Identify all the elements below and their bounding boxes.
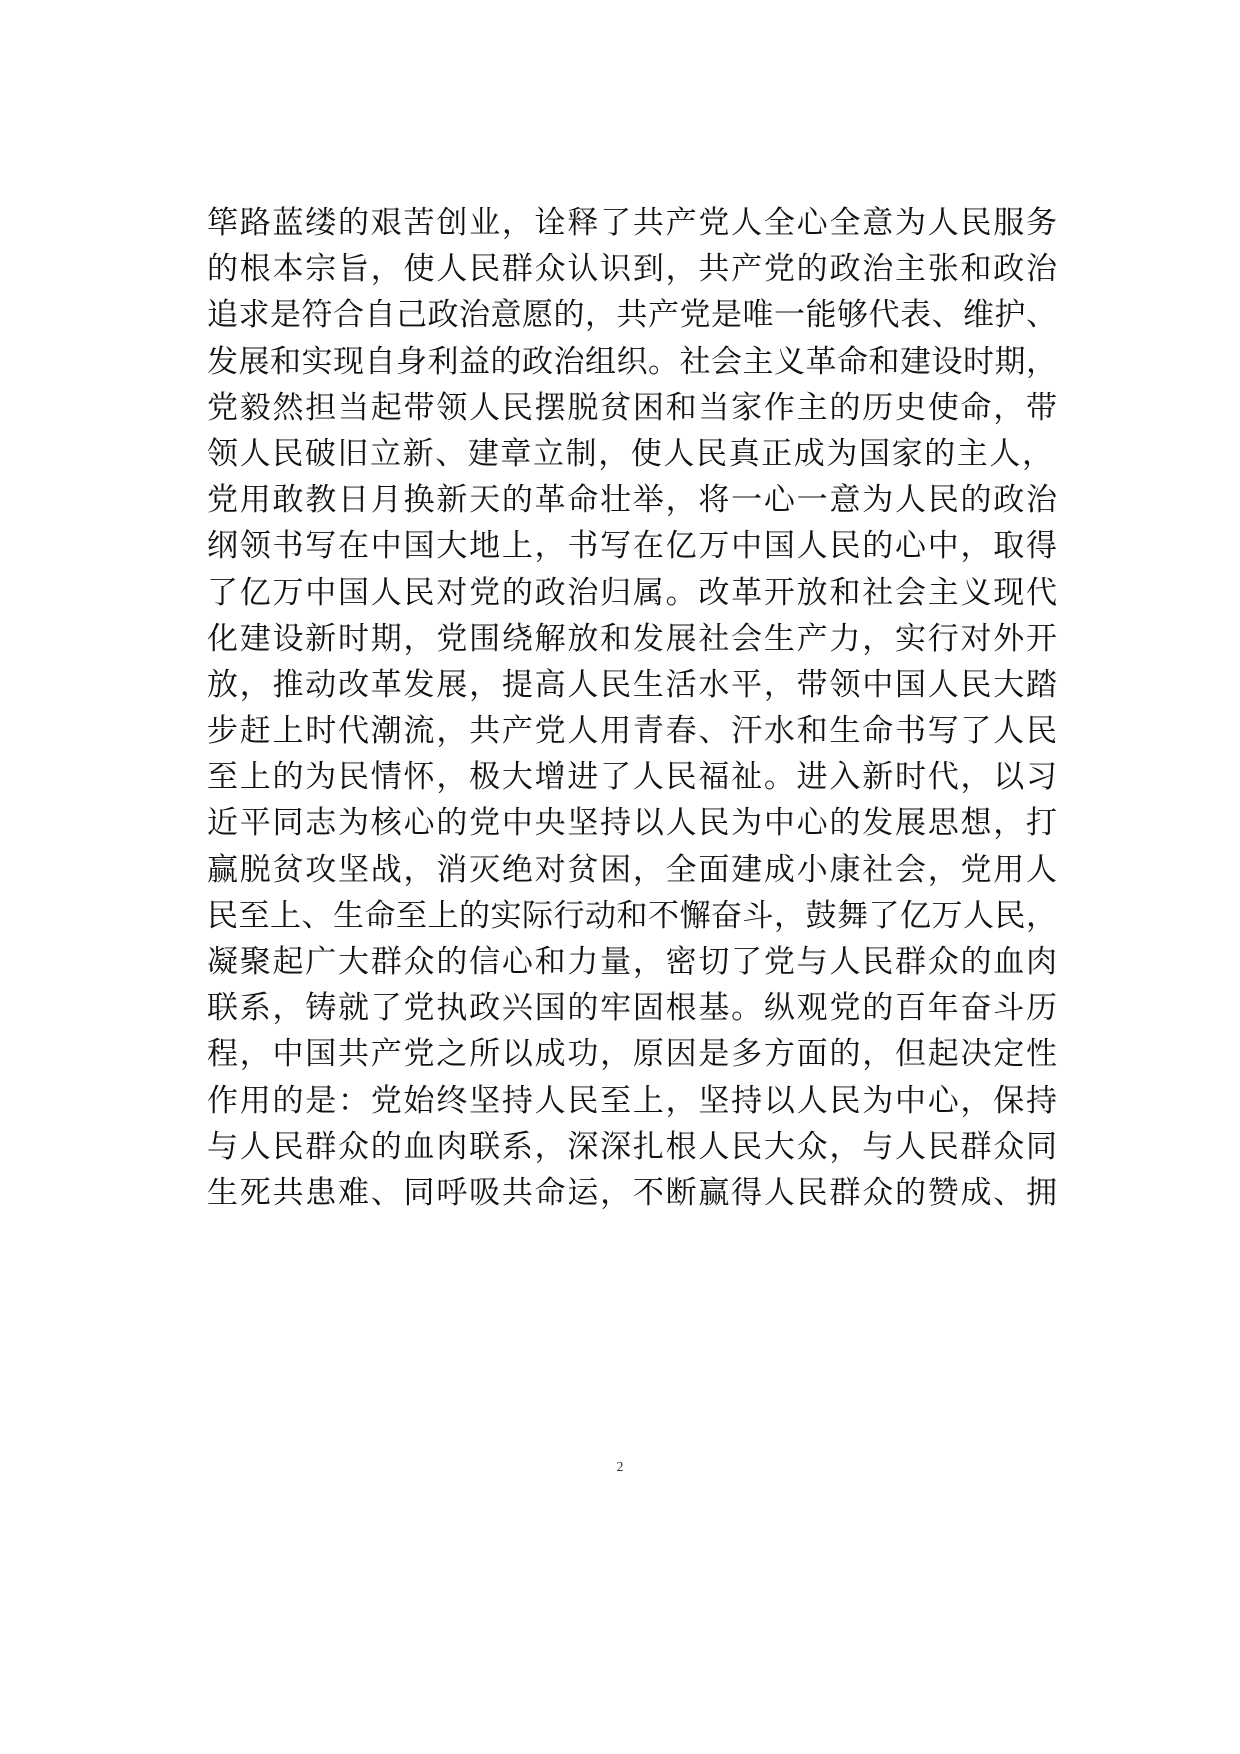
text-line: 放，推动改革发展，提高人民生活水平，带领中国人民大踏 xyxy=(207,666,1057,703)
page-number: 2 xyxy=(616,1460,624,1475)
text-line: 至上的为民情怀，极大增进了人民福祉。进入新时代，以习 xyxy=(207,759,1057,796)
text-line: 民至上、生命至上的实际行动和不懈奋斗，鼓舞了亿万人民， xyxy=(207,897,1057,934)
text-line: 与人民群众的血肉联系，深深扎根人民大众，与人民群众同 xyxy=(207,1128,1057,1165)
text-line: 纲领书写在中国大地上，书写在亿万中国人民的心中，取得 xyxy=(207,528,1057,565)
body-text xyxy=(207,200,1057,1216)
text-line: 作用的是：党始终坚持人民至上，坚持以人民为中心，保持 xyxy=(207,1082,1057,1119)
text-line: 领人民破旧立新、建章立制，使人民真正成为国家的主人， xyxy=(207,435,1055,472)
text-line: 联系，铸就了党执政兴国的牢固根基。纵观党的百年奋斗历 xyxy=(207,990,1057,1027)
text-line: 凝聚起广大群众的信心和力量，密切了党与人民群众的血肉 xyxy=(207,944,1057,980)
text-line: 了亿万中国人民对党的政治归属。改革开放和社会主义现代 xyxy=(207,574,1057,611)
text-line: 化建设新时期，党围绕解放和发展社会生产力，实行对外开 xyxy=(207,620,1057,657)
text-line: 近平同志为核心的党中央坚持以人民为中心的发展思想，打 xyxy=(207,805,1057,842)
text-line: 筚路蓝缕的艰苦创业，诠释了共产党人全心全意为人民服务 xyxy=(207,205,1057,241)
text-line: 程，中国共产党之所以成功，原因是多方面的，但起决定性 xyxy=(207,1036,1057,1073)
text-line: 生死共患难、同呼吸共命运，不断赢得人民群众的赞成、拥 xyxy=(207,1174,1057,1211)
text-line: 党毅然担当起带领人民摆脱贫困和当家作主的历史使命，带 xyxy=(207,389,1057,426)
text-line: 的根本宗旨，使人民群众认识到，共产党的政治主张和政治 xyxy=(207,251,1057,288)
text-line: 追求是符合自己政治意愿的，共产党是唯一能够代表、维护、 xyxy=(207,297,1057,334)
text-line: 赢脱贫攻坚战，消灭绝对贫困，全面建成小康社会，党用人 xyxy=(207,851,1057,888)
text-line: 党用敢教日月换新天的革命壮举，将一心一意为人民的政治 xyxy=(207,482,1057,519)
text-line: 步赶上时代潮流，共产党人用青春、汗水和生命书写了人民 xyxy=(207,713,1057,750)
text-line: 发展和实现自身利益的政治组织。社会主义革命和建设时期， xyxy=(207,343,1057,380)
